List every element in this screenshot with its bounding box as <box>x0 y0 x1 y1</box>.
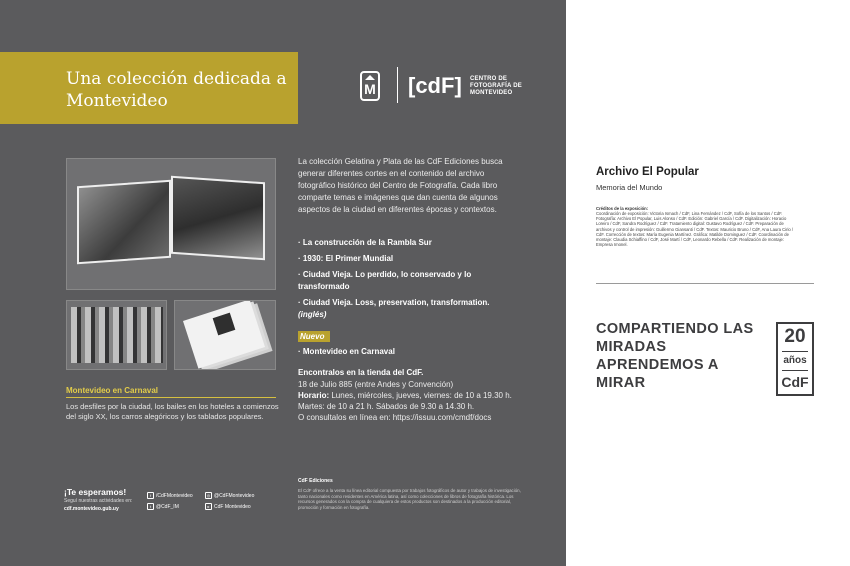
archive-title: Archivo El Popular <box>596 166 699 178</box>
intendencia-logo-icon <box>360 71 380 101</box>
new-book-item: · Montevideo en Carnaval <box>298 347 395 356</box>
carnival-photo <box>66 300 167 370</box>
social-handle: @CdF_IM <box>156 503 179 510</box>
list-item-suffix: (inglés) <box>298 310 327 319</box>
store-hours-2: Martes: de 10 a 21 h. Sábados de 9.30 a 14.30 h. <box>298 402 475 411</box>
credits-title: Créditos de la exposición: <box>596 206 649 211</box>
right-divider <box>596 283 814 284</box>
social-handle: /CdFMontevideo <box>156 492 193 499</box>
list-item: · 1930: El Primer Mundial <box>298 254 394 263</box>
book-left-page <box>77 180 171 265</box>
store-online: O consultalos en línea en: https://issuu.com/cmdf/docs <box>298 413 492 422</box>
editions-body: El CdF ofrece a la venta su línea editorial compuesta por trabajos fotográficos de autor y trabajos de investigación, tanto nacionales como residentes en América latina, así como colecciones de libros de fotografía histórica. Los recursos generados con la compra de cualquiera de estos productos son destinados a la producción editorial, promoción y formación en fotografía. <box>298 488 521 510</box>
store-info <box>298 379 528 423</box>
social-facebook <box>147 492 193 500</box>
footer-subtitle: Seguí nuestras actividades en: <box>64 498 133 504</box>
book-stack <box>183 300 265 369</box>
instagram-icon: ◎ <box>206 493 211 498</box>
social-instagram <box>205 492 254 500</box>
slogan: COMPARTIENDO LAS MIRADAS APRENDEMOS A MIRAR <box>596 321 754 391</box>
roof-icon <box>365 75 375 80</box>
exhibition-right-panel <box>566 0 850 566</box>
credits-body: Coordinación de exposición: Victoria Ismach / CdF, Lina Fernández / CdF, Sofía de los Santos / CdF. Fotografía: Archivo El Popular, Luis Alonso / CdF. Edición: Gabriel García / CdF. Digitalización: Horacio Loreiro / CdF, Sandra Rodríguez / CdF. Tratamiento digital: Gustavo Rodríguez / CdF. Preparación de archivos y control de impresión: Guillermo Giansanti / CdF. Textos: Mauricio Bruno / CdF, Ana Laura Cirio / CdF. Corrección de textos: María Eugenia Martínez. Gráfica: Matilde Dominguez / CdF. Coordinación de montaje: Claudia Schiaffino / CdF, José Martí / CdF, Leonardo Rebella / CdF. Realización de montaje: Empresa Imonel. <box>596 211 794 248</box>
list-item-text: · Ciudad Vieja. Loss, preservation, transformation. <box>298 298 490 307</box>
carnival-photo-image <box>71 307 163 363</box>
cdf-logo: [cdF] <box>408 73 462 98</box>
collection-title: Una colección dedicada a Montevideo <box>66 69 287 111</box>
hours-label: Horario: <box>298 391 330 400</box>
footer-title: ¡Te esperamos! <box>64 487 127 497</box>
editions-title: CdF Ediciones <box>298 478 333 484</box>
store-title: Encontralos en la tienda del CdF. <box>298 368 424 377</box>
intro-paragraph: La colección Gelatina y Plata de las CdF Ediciones busca generar diferentes cortes en el contenido del archivo fotográfico histórico del Centro de Fotografía. Cada libro comparte temas e imágenes que dan cuenta de algunos aspectos de la ciudad en diferentes épocas y contextos. <box>298 157 503 214</box>
store-address: 18 de Julio 885 (entre Andes y Convención) <box>298 380 454 389</box>
list-item: · Ciudad Vieja. Lo perdido, lo conservado y lo transformado <box>298 270 472 291</box>
store-hours <box>298 390 528 401</box>
list-item <box>298 297 518 321</box>
photo-caption-body: Los desfiles por la ciudad, los bailes en los hoteles a comienzos del siglo XX, los carros alegóricos y los tablados populares. <box>66 402 279 421</box>
book-list <box>298 237 518 325</box>
list-item: · La construcción de la Rambla Sur <box>298 238 432 247</box>
logo-m-letter: M <box>364 81 376 97</box>
archive-subtitle: Memoria del Mundo <box>596 183 663 192</box>
facebook-icon: f <box>147 492 154 499</box>
caption-divider <box>66 397 276 398</box>
social-youtube <box>205 503 251 511</box>
social-handle: CdF Montevideo <box>214 503 251 510</box>
book-open-photo <box>66 158 276 290</box>
photo-caption-title: Montevideo en Carnaval <box>66 386 159 395</box>
badge-rule <box>782 351 808 352</box>
book-stack-photo <box>174 300 276 370</box>
twitter-icon: t <box>147 503 154 510</box>
youtube-icon: ▸ <box>205 503 212 510</box>
cdf-logo-name: CENTRO DE FOTOGRAFÍA DE MONTEVIDEO <box>470 76 522 96</box>
logo-separator <box>397 67 398 103</box>
badge-rule <box>782 370 808 371</box>
anniversary-badge <box>776 322 814 396</box>
badge-number: 20 <box>784 326 806 347</box>
badge-unit: años <box>783 355 807 366</box>
social-handle: @CdFMontevideo <box>214 492 255 499</box>
footer-url: cdf.montevideo.gub.uy <box>64 506 119 512</box>
book-right-page <box>171 176 265 261</box>
hours-text: Lunes, miércoles, jueves, viernes: de 10 a 19.30 h. <box>329 391 512 400</box>
social-twitter <box>147 503 179 511</box>
badge-brand: CdF <box>781 374 809 390</box>
new-badge: Nuevo <box>298 331 330 342</box>
